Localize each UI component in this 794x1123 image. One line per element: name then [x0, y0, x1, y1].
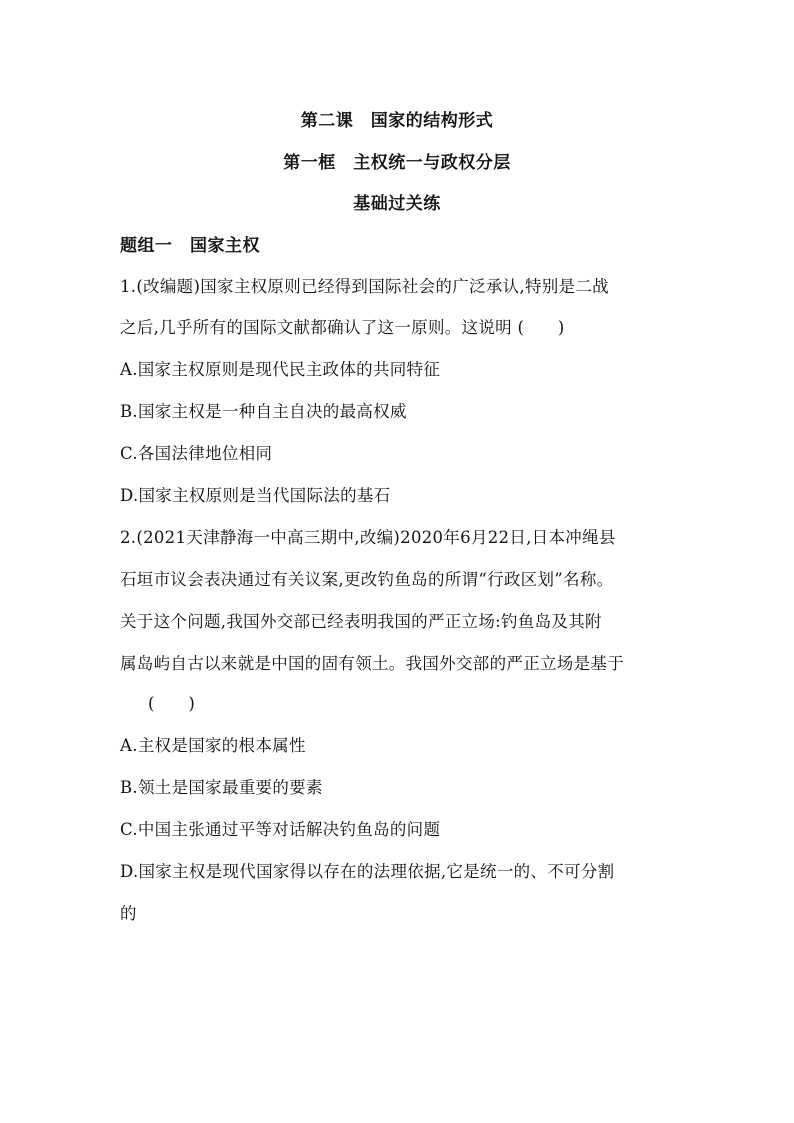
section-title: 第一框 主权统一与政权分层 — [283, 153, 511, 173]
question-1-option-a: A.国家主权原则是现代民主政体的共同特征 — [120, 360, 441, 379]
question-1-option-c: C.各国法律地位相同 — [120, 444, 273, 463]
lesson-title: 第二课 国家的结构形式 — [300, 111, 494, 131]
question-2-option-b: B.领土是国家最重要的要素 — [120, 778, 323, 797]
question-2-stem-cont: 关于这个问题,我国外交部已经表明我国的严正立场:钓鱼岛及其附 — [120, 612, 602, 631]
question-group-heading: 题组一 国家主权 — [120, 236, 260, 256]
question-2-option-c: C.中国主张通过平等对话解决钓鱼岛的问题 — [120, 820, 441, 839]
question-2-stem: 2.(2021天津静海一中高三期中,改编)2020年6月22日,日本冲绳县 — [120, 528, 616, 547]
question-1-option-d: D.国家主权原则是当代国际法的基石 — [120, 486, 391, 505]
question-2-option-d: D.国家主权是现代国家得以存在的法理依据,它是统一的、不可分割 — [120, 862, 615, 881]
question-1-option-b: B.国家主权是一种自主自决的最高权威 — [120, 402, 407, 421]
question-2-option-a: A.主权是国家的根本属性 — [120, 736, 306, 755]
question-1-stem: 1.(改编题)国家主权原则已经得到国际社会的广泛承认,特别是二战 — [120, 277, 609, 296]
question-2-stem-cont: 石垣市议会表决通过有关议案,更改钓鱼岛的所谓“行政区划”名称。 — [120, 570, 614, 589]
question-1-stem-cont: 之后,几乎所有的国际文献都确认了这一原则。这说明 ( ) — [120, 318, 565, 337]
exercise-title: 基础过关练 — [353, 194, 441, 214]
question-2-answer-blank: ( ) — [148, 694, 196, 713]
question-2-option-d-cont: 的 — [120, 904, 137, 923]
question-2-stem-cont: 属岛屿自古以来就是中国的固有领土。我国外交部的严正立场是基于 — [120, 654, 624, 673]
